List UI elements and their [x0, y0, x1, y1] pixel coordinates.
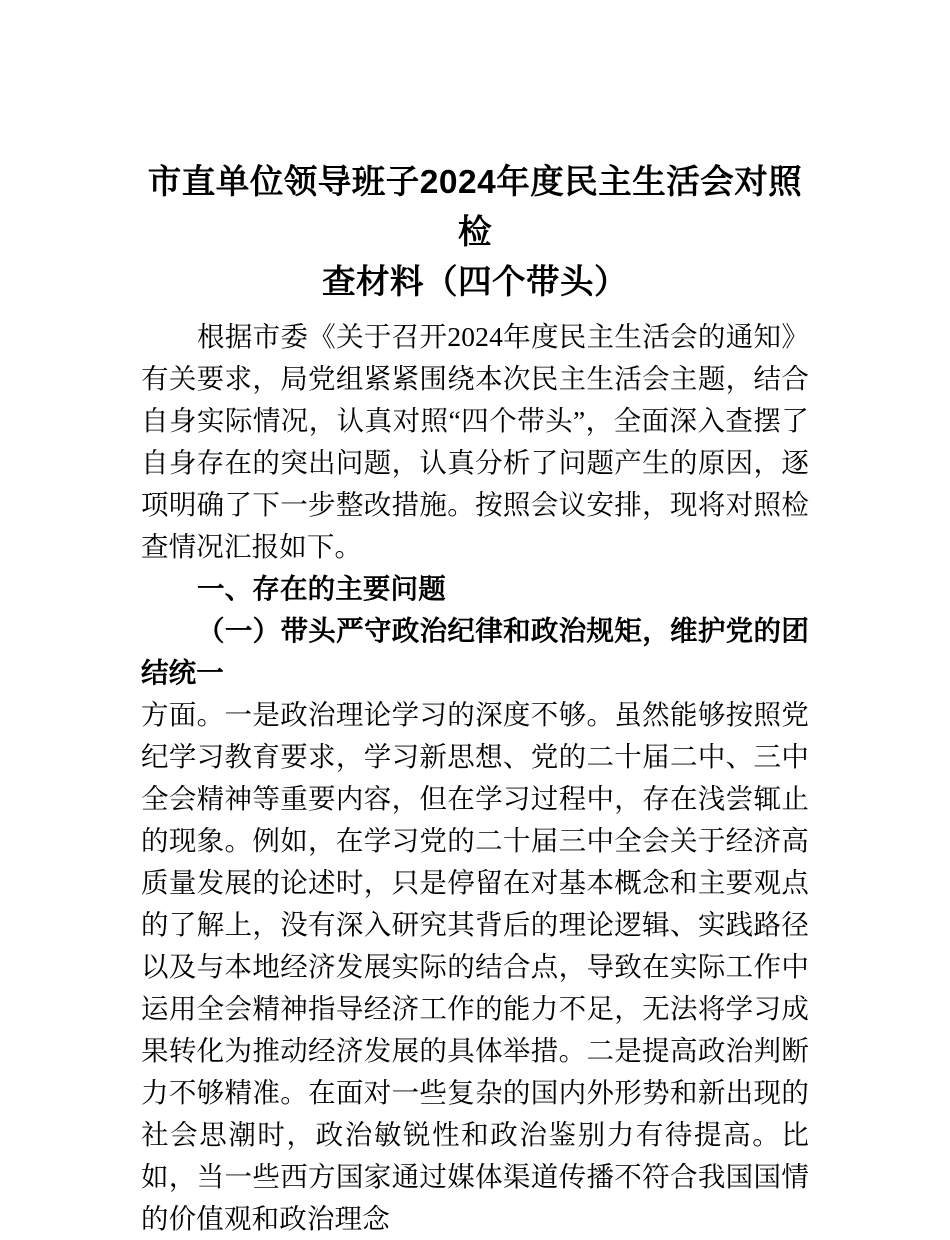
page-title-line-1: 市直单位领导班子2024年度民主生活会对照检: [147, 164, 803, 251]
heading-section-one: 一、存在的主要问题: [197, 573, 446, 604]
paragraph-section-one-item-one-body: 方面。一是政治理论学习的深度不够。虽然能够按照党纪学习教育要求，学习新思想、党的二十届二中、三中全会精神等重要内容，但在学习过程中，存在浅尝辄止的现象。例如，在学习党的二十届三中全会关于经济高质量发展的论述时，只是停留在对基本概念和主要观点的了解上，没有深入研究其背后的理论逻辑、实践路径以及与本地经济发展实际的结合点，导致在实际工作中运用全会精神指导经济工作的能力不足，无法将学习成果转化为推动经济发展的具体举措。二是提高政治判断力不够精准。在面对一些复杂的国内外形势和新出现的社会思潮时，政治敏锐性和政治鉴别力有待提高。比如，当一些西方国家通过媒体渠道传播不符合我国国情的价值观和政治理念: [141, 699, 809, 1234]
page-title-line-2: 查材料（四个带头）: [322, 264, 628, 301]
page-title: [137, 158, 813, 308]
document-body: [141, 316, 809, 1240]
subheading-section-one-item-one: （一）带头严守政治纪律和政治规矩，维护党的团结统一: [141, 615, 809, 688]
paragraph-intro: 根据市委《关于召开2024年度民主生活会的通知》有关要求，局党组紧紧围绕本次民主生活会主题，结合自身实际情况，认真对照“四个带头”，全面深入查摆了自身存在的突出问题，认真分析了问题产生的原因，逐项明确了下一步整改措施。按照会议安排，现将对照检查情况汇报如下。: [141, 321, 809, 562]
